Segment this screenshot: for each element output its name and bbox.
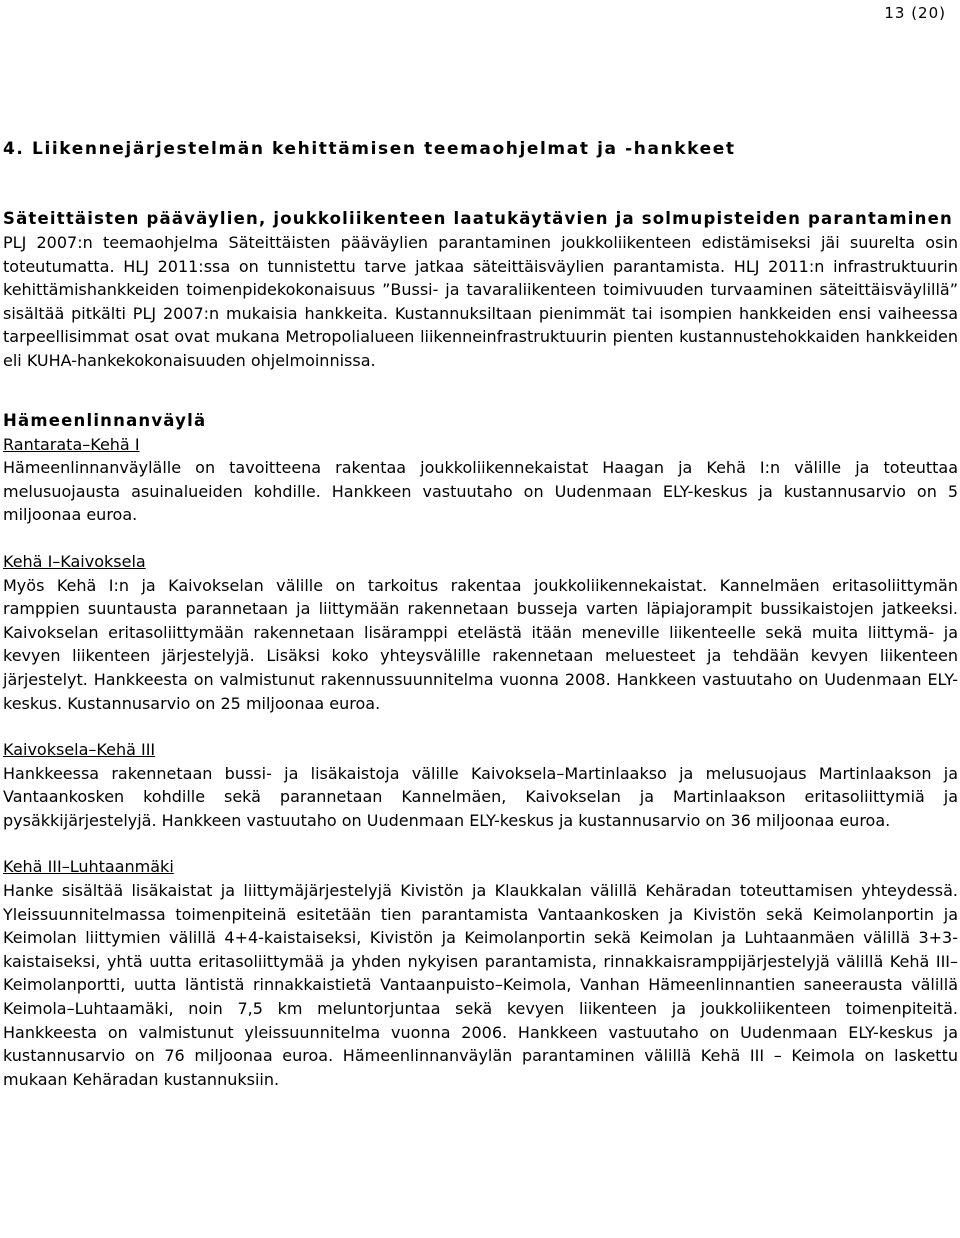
project-block	[3, 550, 958, 715]
section-paragraph: PLJ 2007:n teemaohjelma Säteittäisten pääväylien parantaminen joukkoliikenteen edistämiseksi jäi suurelta osin toteutumatta. HLJ 2011:ssa on tunnistettu tarve jatkaa säteittäisväylien parantamista. HLJ 2011:n infrastruktuurin kehittämishankkeiden toimenpidekokonaisuus ”Bussi- ja tavaraliikenteen toimivuuden turvaaminen säteittäisväylillä” sisältää pitkälti PLJ 2007:n mukaisia hankkeita. Kustannuksiltaan pienimmät tai isompien hankkeiden ensi vaiheessa tarpeellisimmat osat ovat mukana Metropolialueen liikenneinfrastruktuurin pienten kustannustehokkaiden hankkeiden eli KUHA-hankekokonaisuuden ohjelmoinnissa.	[3, 233, 958, 370]
page-number: 13 (20)	[884, 4, 946, 22]
project-text: Myös Kehä I:n ja Kaivokselan välille on tarkoitus rakentaa joukkoliikennekaistat. Kannelmäen eritasoliittymän ramppien suuntausta parannetaan ja liittymään rakennetaan busseja varten läpiajorampit bussikaistojen jatkeeksi. Kaivokselan eritasoliittymään rakennetaan lisäramppi etelästä itään meneville liikenteelle sekä muita liittymä- ja kevyen liikenteen järjestelyjä. Lisäksi koko yhteysvälille rakennetaan meluesteet ja tehdään kevyen liikenteen järjestelyt. Hankkeesta on valmistunut rakennussuunnitelma vuonna 2008. Hankkeen vastuutaho on Uudenmaan ELY-keskus. Kustannusarvio on 25 miljoonaa euroa.	[3, 575, 958, 713]
chapter-title: 4. Liikennejärjestelmän kehittämisen teemaohjelmat ja -hankkeet	[3, 139, 736, 159]
project-text: Hämeenlinnanväylälle on tavoitteena rakentaa joukkoliikennekaistat Haagan ja Kehä I:n välille ja toteuttaa melusuojausta asuinalueiden kohdille. Hankkeen vastuutaho on Uudenmaan ELY-keskus ja kustannusarvio on 5 miljoonaa euroa.	[3, 458, 958, 525]
document-body	[3, 137, 958, 1091]
project-title: Kehä III–Luhtaanmäki	[3, 857, 174, 877]
subsection-title: Hämeenlinnanväylä	[3, 410, 207, 430]
project-block	[3, 433, 958, 527]
project-block	[3, 738, 958, 832]
project-title: Kehä I–Kaivoksela	[3, 551, 146, 571]
project-text: Hankkeessa rakennetaan bussi- ja lisäkaistoja välille Kaivoksela–Martinlaakso ja melusuojaus Martinlaakson ja Vantaankosken kohdille sekä parannetaan Kannelmäen, Kaivokselan ja Martinlaakson eritasoliittymiä ja pysäkkijärjestelyjä. Hankkeen vastuutaho on Uudenmaan ELY-keskus ja kustannusarvio on 36 miljoonaa euroa.	[3, 763, 958, 830]
project-title: Kaivoksela–Kehä III	[3, 740, 156, 760]
project-text: Hanke sisältää lisäkaistat ja liittymäjärjestelyjä Kivistön ja Klaukkalan välillä Kehäradan toteuttamisen yhteydessä. Yleissuunnitelmassa toimenpiteinä esitetään tien parantamista Vantaankosken ja Kivistön sekä Keimolanportin ja Keimolan liittymien välillä 4+4-kaistaiseksi, Kivistön ja Keimolanportin sekä Keimolan ja Luhtaanmäen välillä 3+3-kaistaiseksi, yhtä uutta eritasoliittymää ja yhden nykyisen parantamista, rinnakkaisramppijärjestelyjä välillä Kehä III–Keimolanportti, uutta läntistä rinnakkaistietä Vantaanpuisto–Keimola, Vanhan Hämeenlinnantien saneerausta välillä Keimola–Luhtaamäki, noin 7,5 km meluntorjuntaa sekä kevyen liikenteen ja joukkoliikenteen toimenpiteitä. Hankkeesta on valmistunut yleissuunnitelma vuonna 2006. Hankkeen vastuutaho on Uudenmaan ELY-keskus ja kustannusarvio on 76 miljoonaa euroa. Hämeenlinnanväylän parantaminen välillä Kehä III – Keimola on laskettu mukaan Kehäradan kustannuksiin.	[3, 881, 958, 1089]
project-title: Rantarata–Kehä I	[3, 434, 140, 454]
section-title: Säteittäisten pääväylien, joukkoliikenteen laatukäytävien ja solmupisteiden parantaminen	[3, 209, 953, 228]
project-block	[3, 855, 958, 1091]
